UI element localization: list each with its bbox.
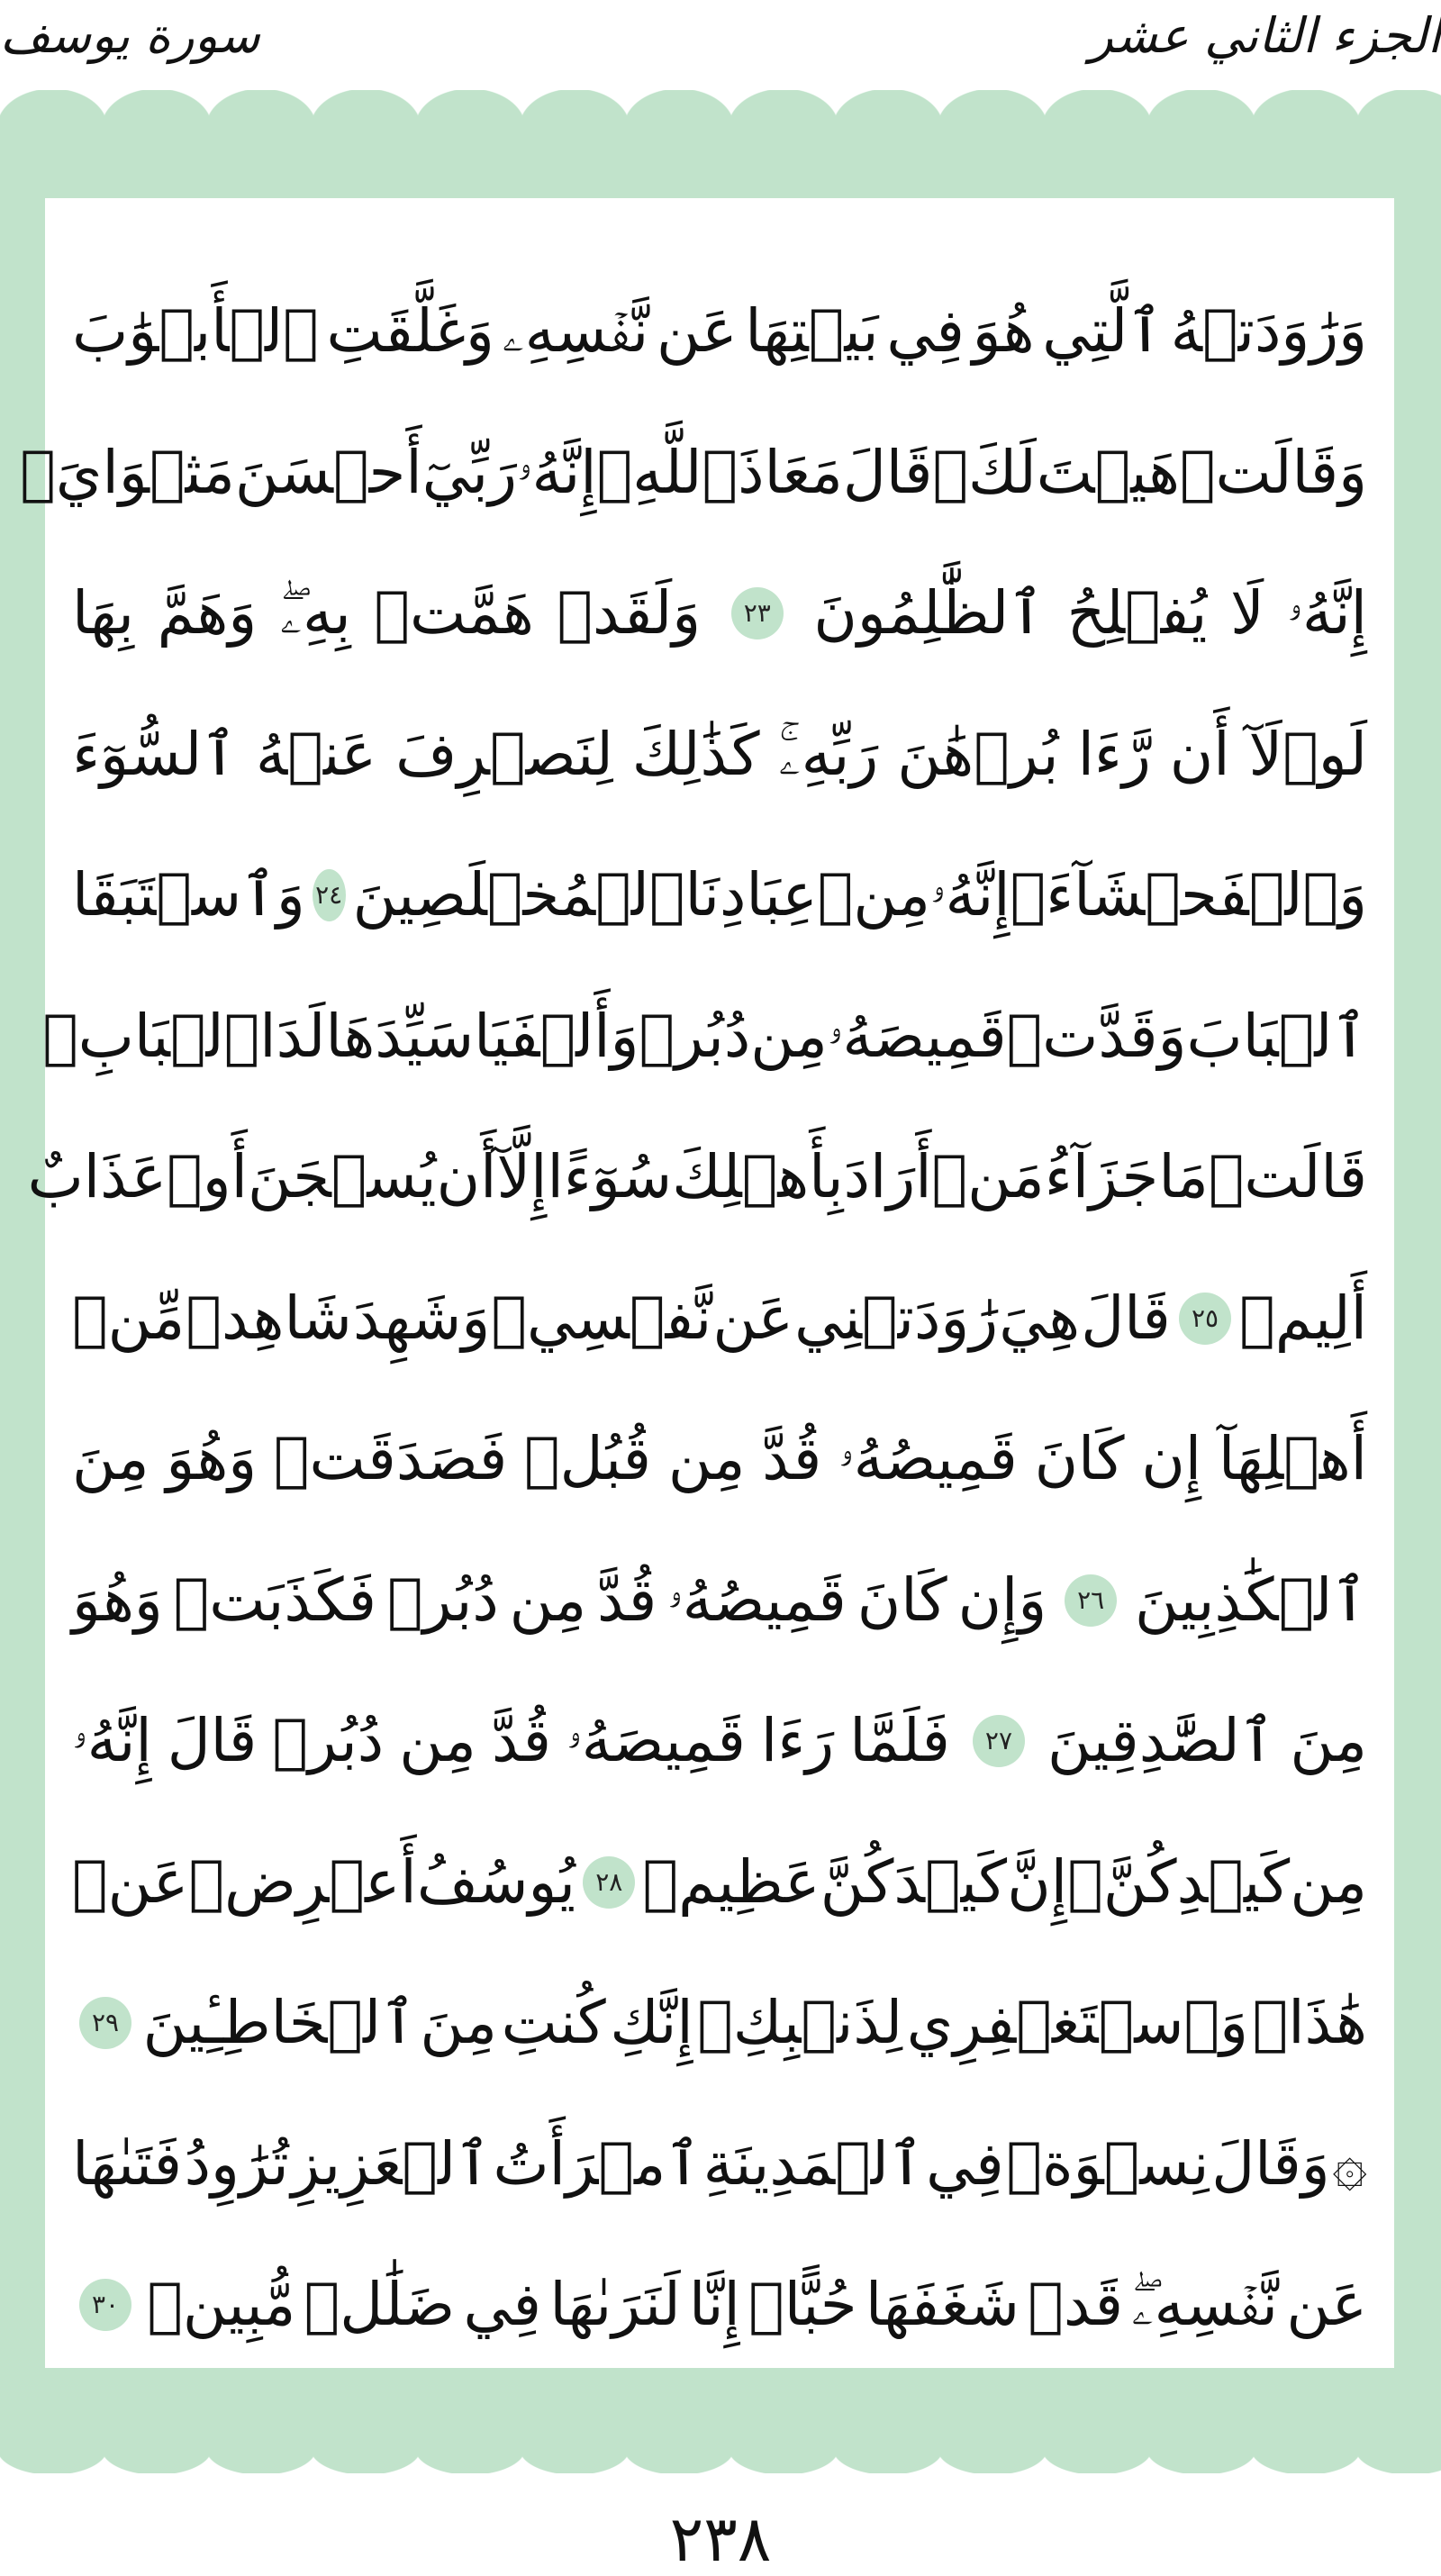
verse-line: [72, 2094, 1367, 2236]
verse-word: ٱللَّهِۖ: [596, 437, 739, 507]
verse-word: فِي: [463, 2270, 542, 2340]
verse-word: وَأَلۡفَيَا: [474, 1001, 639, 1071]
verse-word: مِنَ: [72, 1424, 150, 1494]
verse-word: قَمِيصُهُۥ: [838, 1424, 1018, 1494]
verse-word: ٱلۡأَبۡوَٰبَ: [72, 296, 319, 367]
verse-word: تُرَٰوِدُ: [184, 2128, 289, 2199]
verse-word: ضَلَٰلٖ: [304, 2270, 456, 2340]
verse-word: إِنَّكِ: [610, 1988, 693, 2058]
verse-word: كَانَ: [1034, 1424, 1125, 1494]
verse-word: جَزَآءُ: [1044, 1142, 1159, 1212]
quran-page: [20, 198, 1394, 2368]
verse-word: دُبُرٖ: [386, 1565, 499, 1635]
ayah-number-marker: ٢٦: [1065, 1574, 1117, 1627]
juz-title: الجزء الثاني عشر: [1089, 7, 1441, 64]
verse-word: قُبُلٖ: [524, 1424, 652, 1494]
verse-word: هُوَ: [972, 296, 1035, 367]
verse-word: قُدَّ: [491, 1706, 552, 1776]
verse-line: [42, 966, 1367, 1108]
verse-word: وَشَهِدَ: [352, 1283, 491, 1353]
ayah-number-marker: ٣٠: [79, 2279, 131, 2331]
verse-word: ٱلۡبَابَ: [1186, 1001, 1367, 1071]
verse-word: شَاهِدٞ: [186, 1283, 352, 1353]
verse-line: [72, 543, 1367, 685]
verse-word: كَيۡدَكُنَّ: [820, 1846, 1007, 1917]
verse-word: وَٱسۡتَغۡفِرِي: [906, 1988, 1248, 2058]
verse-line: [27, 1107, 1367, 1248]
verse-word: مَنۡ: [931, 1142, 1045, 1212]
verse-word: وَإِن: [957, 1565, 1047, 1635]
verse-word: ٱلۡعَزِيزِ: [291, 2128, 491, 2199]
verse-word: رَٰوَدَتۡنِي: [794, 1283, 999, 1353]
verse-word: لِذَنۢبِكِۖ: [697, 1988, 903, 2058]
verse-word: قُدَّ: [597, 1565, 657, 1635]
verse-word: وَغَلَّقَتِ: [326, 296, 494, 367]
verse-line: [72, 1953, 1367, 2094]
verse-word: وَهُوَ: [72, 1565, 163, 1635]
verse-word: وَقَدَّتۡ: [1006, 1001, 1187, 1071]
ayah-number-marker: ٢٥: [1179, 1293, 1231, 1345]
verse-word: فِي: [926, 2128, 1004, 2199]
verse-word: أَلِيمٞ: [1239, 1283, 1367, 1353]
verse-word: إِنَّهُۥ: [1287, 578, 1367, 649]
verse-word: مِن: [509, 1565, 587, 1635]
verse-word: قَمِيصَهُۥ: [566, 1706, 746, 1776]
verse-word: رَبِّهِۦۚ: [778, 719, 879, 789]
verse-word: فَكَذَبَتۡ: [173, 1565, 377, 1635]
verse-line: [72, 1671, 1367, 1812]
verse-word: هِيَ: [999, 1283, 1081, 1353]
verse-word: قَالَ: [842, 437, 933, 507]
verse-word: مِن: [399, 1706, 476, 1776]
frame-bottom-border: [0, 2448, 1441, 2473]
verse-line: [72, 2235, 1367, 2376]
verse-word: نَّفۡسِيۚ: [491, 1283, 712, 1353]
verse-word: عَذَابٌ: [27, 1142, 168, 1212]
verse-word: كُنتِ: [501, 1988, 606, 2058]
ayah-number-marker: ٢٤: [313, 869, 346, 921]
verse-word: ٱلسُّوٓءَ: [72, 719, 237, 789]
verse-word: كَذَٰلِكَ: [631, 719, 760, 789]
verse-word: عَظِيمٞ: [642, 1846, 820, 1917]
verse-word: بِهَا: [72, 578, 134, 649]
verse-word: كَانَ: [856, 1565, 947, 1635]
verse-word: دُبُرٖ: [272, 1706, 385, 1776]
verse-word: ٱلظَّٰلِمُونَ: [813, 578, 1044, 649]
verse-word: ٱلۡكَٰذِبِينَ: [1134, 1565, 1367, 1635]
verse-word: فِي: [886, 296, 965, 367]
verse-word: هَٰذَاۚ: [1252, 1988, 1367, 2058]
verse-word: إِنَّا: [689, 2270, 740, 2340]
verse-word: إِنَّهُۥ: [929, 860, 1011, 930]
verse-word: إِنَّ: [1007, 1846, 1068, 1917]
verse-word: وَقَالَتۡ: [1179, 437, 1367, 507]
verse-word: مِن: [1290, 1846, 1367, 1917]
verse-line: [72, 1530, 1367, 1672]
verse-word: فَتَىٰهَا: [72, 2128, 182, 2199]
verse-word: يُوسُفُ: [416, 1846, 576, 1917]
verse-word: لَوۡلَآ: [1248, 719, 1367, 789]
verse-word: قَالَ: [167, 1706, 258, 1776]
verse-word: قُدَّ: [762, 1424, 822, 1494]
verse-word: بُرۡهَٰنَ: [897, 719, 1059, 789]
ayah-number-marker: ٢٨: [583, 1856, 635, 1909]
verse-word: أَحۡسَنَ: [234, 437, 422, 507]
verse-line: [72, 825, 1367, 966]
verse-word: عَنۡهُ: [255, 719, 377, 789]
verse-word: مُّبِينٖ: [147, 2270, 296, 2340]
verse-word: وَٱسۡتَبَقَا: [72, 860, 305, 930]
verse-line: [72, 1812, 1367, 1954]
verse-word: وَٱلۡفَحۡشَآءَۚ: [1010, 860, 1367, 930]
verse-word: ٱلۡخَاطِـِٔينَ: [142, 1988, 416, 2058]
verse-word: أَرَادَ: [843, 1142, 932, 1212]
page-number: ٢٣٨: [669, 2502, 772, 2576]
ayah-number-marker: ٢٧: [973, 1715, 1025, 1767]
verse-word: ٱمۡرَأَتُ: [493, 2128, 701, 2199]
verse-word: قَمِيصَهُۥ: [827, 1001, 1007, 1071]
verse-word: هَمَّتۡ: [374, 578, 534, 649]
verse-word: أَن: [436, 1142, 497, 1212]
verse-word: عَن: [1286, 2270, 1367, 2340]
verse-word: رَءَا: [760, 1706, 835, 1776]
verse-word: نِسۡوَةٞ: [1006, 2128, 1210, 2199]
frame-top-border: [0, 90, 1441, 128]
verse-word: عَنۡ: [72, 1846, 189, 1917]
verse-word: أَهۡلِهَآ: [1218, 1424, 1367, 1494]
verse-word: بَيۡتِهَا: [745, 296, 879, 367]
verse-word: مِنَ: [420, 1988, 497, 2058]
verse-word: دُبُرٖ: [639, 1001, 751, 1071]
verse-word: ٱلۡمُخۡلَصِينَ: [352, 860, 685, 930]
verse-word: مِنۡ: [817, 860, 930, 930]
verse-word: لَا: [1230, 578, 1264, 649]
verse-word: وَرَٰوَدَتۡهُ: [1170, 296, 1367, 367]
verse-word: لِنَصۡرِفَ: [395, 719, 613, 789]
verse-word: كَيۡدِكُنَّۖ: [1067, 1846, 1291, 1917]
verse-word: أَن: [1169, 719, 1230, 789]
verse-line: [72, 685, 1367, 826]
verse-word: لَكَۚ: [932, 437, 1037, 507]
verse-word: مِن: [667, 1424, 746, 1494]
verse-word: وَهُوَ: [166, 1424, 258, 1494]
verse-word: قَالَ: [1081, 1283, 1171, 1353]
ayah-number-marker: ٢٩: [79, 1997, 131, 2049]
verse-line: [72, 1389, 1367, 1530]
verse-word: شَغَفَهَا: [865, 2270, 1020, 2340]
verse-word: يُفۡلِحُ: [1066, 578, 1208, 649]
verse-word: أَوۡ: [167, 1142, 248, 1212]
verse-word: عَن: [656, 296, 738, 367]
verse-word: يُسۡجَنَ: [247, 1142, 437, 1212]
verse-line: [72, 1248, 1367, 1390]
verse-word: قَالَتۡ: [1208, 1142, 1367, 1212]
verse-word: مَعَاذَ: [738, 437, 843, 507]
verse-word: ٱلۡمَدِينَةِ: [702, 2128, 924, 2199]
verse-word: فَصَدَقَتۡ: [273, 1424, 508, 1494]
verse-word: ٱلۡبَابِۚ: [42, 1001, 260, 1071]
ayah-number-marker: ٢٣: [731, 587, 784, 639]
verse-word: إِنَّهُۥ: [516, 437, 597, 507]
verse-word: مِّنۡ: [72, 1283, 186, 1353]
verse-word: نَّفۡسِهِۦ: [502, 296, 649, 367]
verse-word: مَا: [1158, 1142, 1209, 1212]
verse-word: مِنَ: [1290, 1706, 1367, 1776]
verse-word: رَّءَا: [1077, 719, 1151, 789]
verse-word: رَبِّيٓ: [421, 437, 517, 507]
verse-word: إِن: [1141, 1424, 1202, 1494]
verse-word: وَقَالَ: [1211, 2128, 1330, 2199]
verse-word: ۞: [1332, 2128, 1367, 2199]
verse-word: إِنَّهُۥ: [72, 1706, 152, 1776]
verse-word: عِبَادِنَا: [684, 860, 818, 930]
verse-word: هَيۡتَ: [1036, 437, 1180, 507]
verse-word: عَن: [712, 1283, 793, 1353]
verse-word: بِأَهۡلِكَ: [672, 1142, 844, 1212]
verse-word: قَمِيصُهُۥ: [667, 1565, 847, 1635]
verse-word: مَثۡوَايَۖ: [20, 437, 235, 507]
verse-word: وَلَقَدۡ: [557, 578, 702, 649]
verse-word: وَهَمَّ: [157, 578, 258, 649]
verse-word: نَّفۡسِهِۦۖ: [1131, 2270, 1279, 2340]
verse-word: قَدۡ: [1028, 2270, 1124, 2340]
verse-word: سَيِّدَهَا: [325, 1001, 475, 1071]
verse-line: [72, 261, 1367, 403]
verse-word: لَدَا: [259, 1001, 326, 1071]
surah-title: سورة يوسف: [0, 7, 260, 64]
verse-word: لَنَرَىٰهَا: [549, 2270, 681, 2340]
verse-word: إِلَّآ: [496, 1142, 548, 1212]
verse-word: ٱلصَّٰدِقِينَ: [1047, 1706, 1275, 1776]
verse-word: أَعۡرِضۡ: [188, 1846, 417, 1917]
verse-word: ٱلَّتِي: [1042, 296, 1163, 367]
verse-word: فَلَمَّا: [849, 1706, 950, 1776]
verse-word: حُبًّاۖ: [748, 2270, 857, 2340]
verse-word: مِن: [750, 1001, 828, 1071]
verse-lines: [20, 261, 1367, 2376]
verse-word: سُوٓءًا: [547, 1142, 673, 1212]
verse-line: [20, 403, 1367, 544]
verse-word: بِهِۦۖ: [279, 578, 351, 649]
